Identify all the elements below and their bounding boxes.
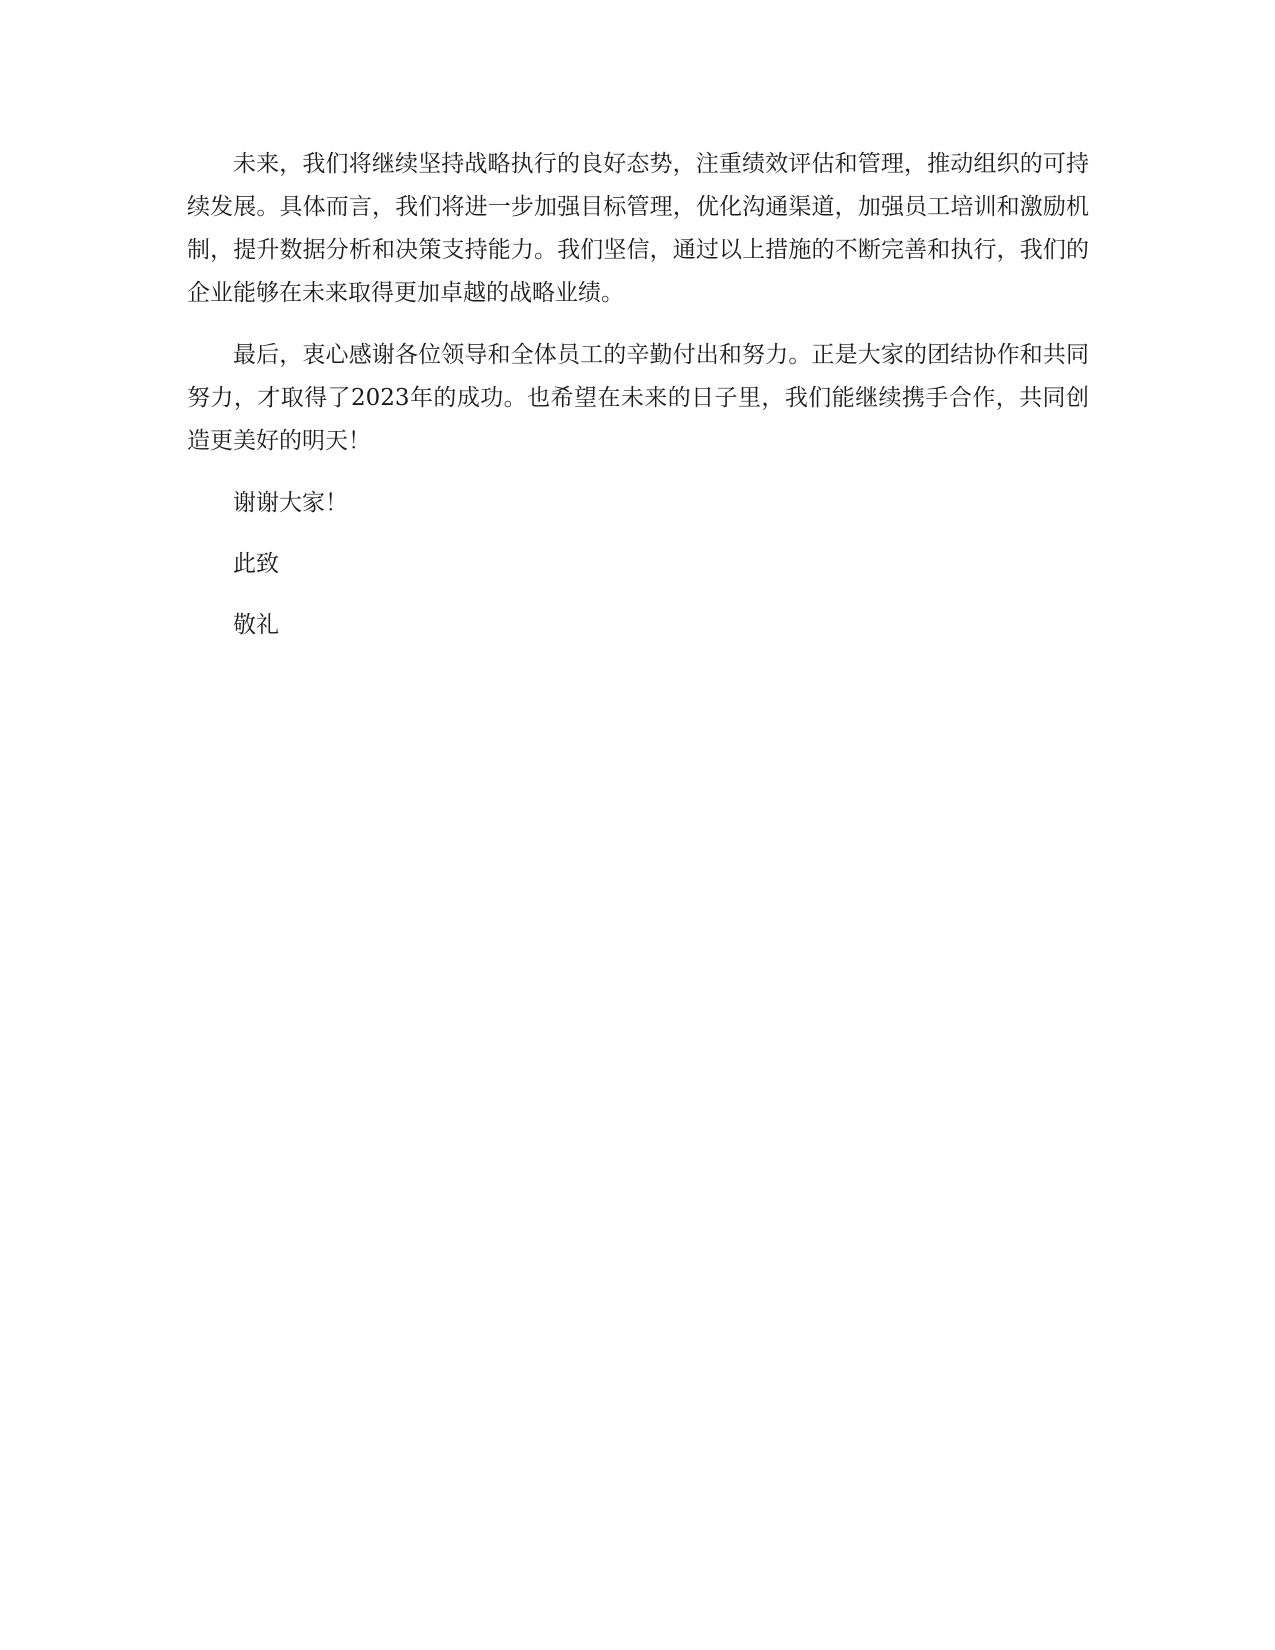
document-body (187, 143, 1089, 665)
closing-line-1: 此致 (233, 551, 279, 577)
closing-line-2: 敬礼 (233, 612, 279, 638)
paragraph-future-plans: 未来，我们将继续坚持战略执行的良好态势，注重绩效评估和管理，推动组织的可持续发展。具体而言，我们将进一步加强目标管理，优化沟通渠道，加强员工培训和激励机制，提升数据分析和决策支持能力。我们坚信，通过以上措施的不断完善和执行，我们的企业能够在未来取得更加卓越的战略业绩。 (187, 151, 1089, 306)
paragraph-acknowledgement: 最后，衷心感谢各位领导和全体员工的辛勤付出和努力。正是大家的团结协作和共同努力，才取得了2023年的成功。也希望在未来的日子里，我们能继续携手合作，共同创造更美好的明天！ (187, 342, 1089, 454)
thanks-line: 谢谢大家！ (233, 490, 348, 516)
